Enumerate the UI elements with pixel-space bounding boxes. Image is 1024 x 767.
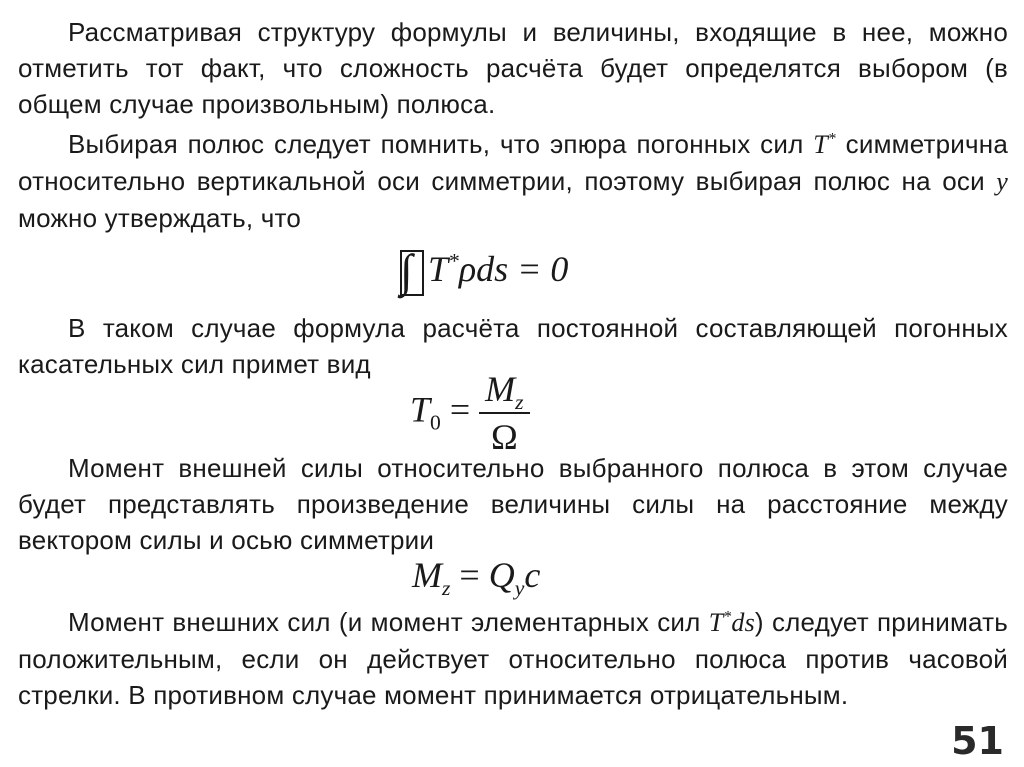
paragraph-text: Момент внешней силы относительно выбранного полюса в этом случае будет представлять произведение величины силы на расстояние между вектором силы и осью симметрии xyxy=(18,453,1008,555)
symbol-y: y xyxy=(996,167,1008,196)
formula-T0 xyxy=(410,368,530,458)
fraction-numerator xyxy=(479,368,529,414)
paragraph-moment xyxy=(18,450,1008,558)
paragraph-text: В таком случае формула расчёта постоянной составляющей погонных касательных сил примет вид xyxy=(18,313,1008,379)
paragraph-text-end: ) следует принимать положительным, если он действует относительно полюса против часовой стрелки. В противном случае момент принимается отрицательным. xyxy=(18,607,1008,710)
formula-M: M xyxy=(412,555,442,595)
formula-subscript-z: z xyxy=(442,576,451,601)
symbol-T: T xyxy=(708,608,724,637)
symbol-ds: ds xyxy=(731,608,755,637)
paragraph-sign-rule xyxy=(18,604,1008,713)
symbol-star: * xyxy=(827,130,836,148)
fraction xyxy=(479,368,529,458)
formula-subscript-y: y xyxy=(514,576,525,601)
paragraph-structure xyxy=(18,14,1008,122)
formula-subscript-z: z xyxy=(515,390,524,415)
fraction-denominator: Ω xyxy=(490,417,518,457)
paragraph-pole-choice xyxy=(18,126,1008,236)
formula-c: c xyxy=(524,555,541,595)
formula-star: * xyxy=(448,249,459,273)
formula-contour-integral xyxy=(400,248,568,296)
formula-M: M xyxy=(485,369,516,409)
symbol-star: * xyxy=(723,608,732,626)
paragraph-text-middle: симметрична относительно вертикальной оси симметрии, поэтому выбирая полюс на оси xyxy=(18,129,1008,196)
paragraph-text-end: можно утверждать, что xyxy=(18,203,302,233)
formula-Q: Q xyxy=(488,555,515,595)
contour-integral-icon xyxy=(400,250,424,296)
formula-rest: ρds = 0 xyxy=(458,249,569,289)
formula-Mz xyxy=(412,554,541,601)
symbol-T: T xyxy=(813,130,828,159)
formula-T: T xyxy=(410,389,431,430)
page-number: 51 xyxy=(951,719,1004,763)
paragraph-text-start: Выбирая полюс следует помнить, что эпюра погонных сил xyxy=(68,129,814,159)
paragraph-text-start: Момент внешних сил (и момент элементарных сил xyxy=(68,607,709,637)
formula-subscript-0: 0 xyxy=(430,410,441,435)
formula-equals: = xyxy=(440,389,480,430)
formula-equals: = xyxy=(450,555,489,595)
paragraph-text: Рассматривая структуру формулы и величины, входящие в нее, можно отметить тот факт, что сложность расчёта будет определятся выбором (в общем случае произвольным) полюса. xyxy=(18,17,1008,119)
formula-T: T xyxy=(428,249,449,289)
